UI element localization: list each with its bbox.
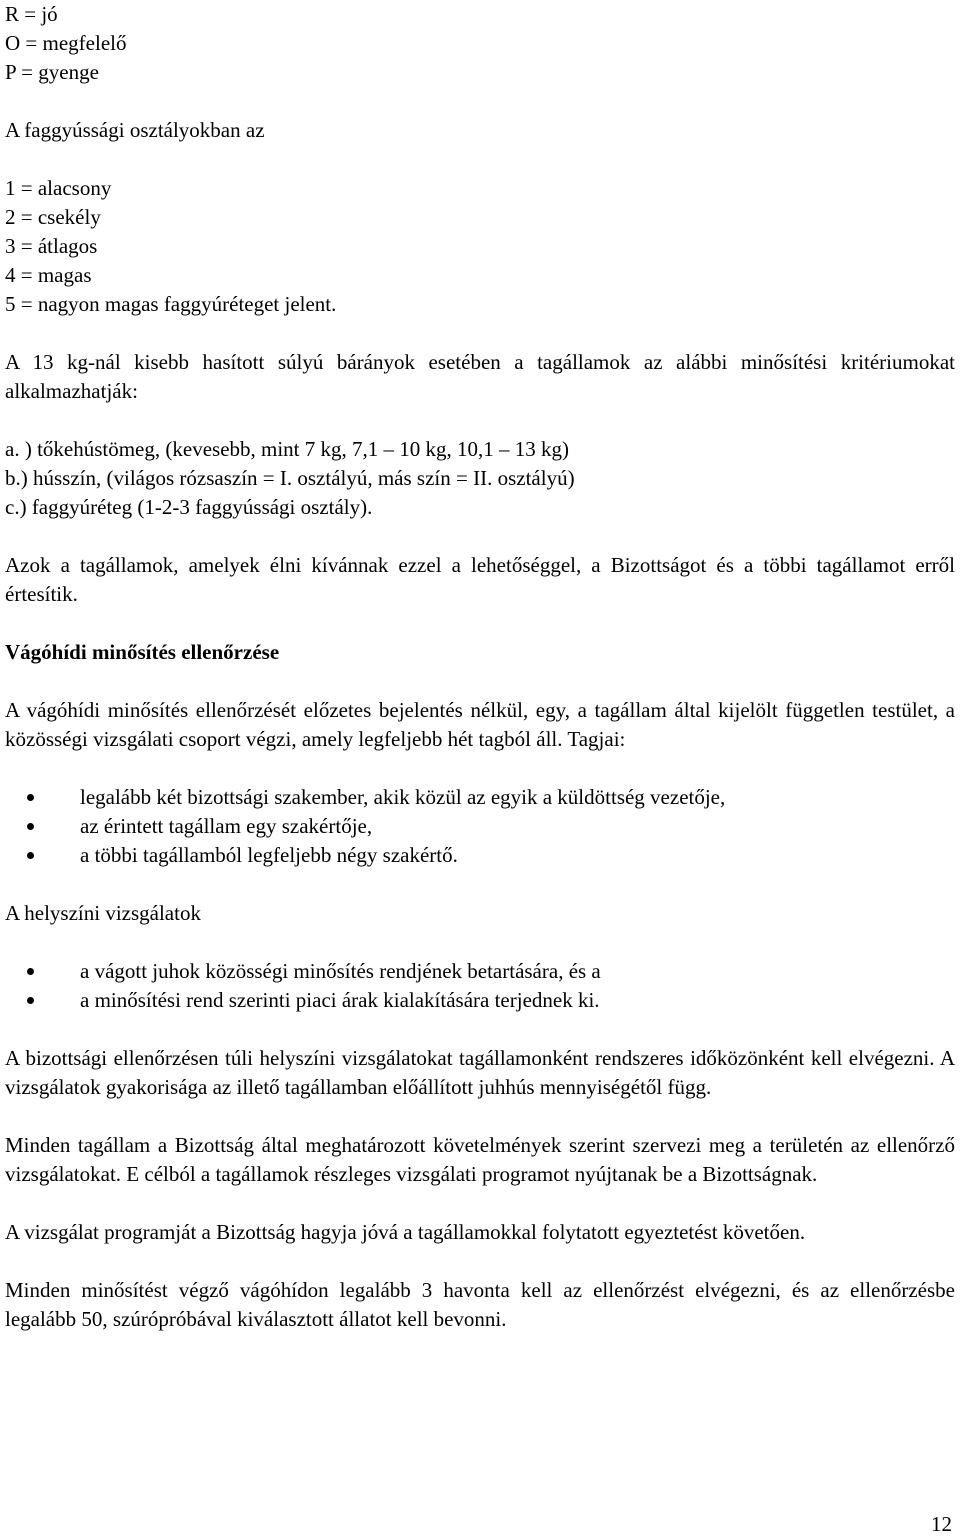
paragraph-approve: A vizsgálat programját a Bizottság hagyja jóvá a tagállamokkal folytatott egyeztetést követően.: [5, 1220, 806, 1244]
onsite-intro: A helyszíni vizsgálatok: [5, 901, 201, 925]
fat-class-line: 3 = átlagos: [5, 234, 98, 258]
fat-class-line: 4 = magas: [5, 263, 92, 287]
page-number: 12: [931, 1512, 952, 1536]
paragraph-notify: Azok a tagállamok, amelyek élni kívánnak ezzel a lehetőséggel, a Bizottságot és a többi tagállamot erről értesítik.: [5, 553, 955, 606]
onsite-list: [5, 957, 955, 1015]
paragraph-under-13kg: A 13 kg-nál kisebb hasított súlyú bárányok esetében a tagállamok az alábbi minősítési kritériumokat alkalmazhatják:: [5, 350, 955, 403]
list-item-text: legalább két bizottsági szakember, akik közül az egyik a küldöttség vezetője,: [80, 785, 726, 809]
legend-line-p: P = gyenge: [5, 60, 99, 84]
list-item: [5, 812, 955, 841]
paragraph-program: Minden tagállam a Bizottság által meghatározott követelmények szerint szervezi meg a területén az ellenőrző vizsgálatokat. E célból a tagállamok részleges vizsgálati programot nyújtanak be a Bizottságnak.: [5, 1133, 955, 1186]
criterion-item: a. ) tőkehústömeg, (kevesebb, mint 7 kg, 7,1 – 10 kg, 10,1 – 13 kg): [5, 437, 570, 461]
bullet-icon: [27, 968, 34, 975]
bullet-icon: [27, 852, 34, 859]
legend-line-r: R = jó: [5, 2, 58, 26]
criterion-item: b.) hússzín, (világos rózsaszín = I. osztályú, más szín = II. osztályú): [5, 466, 575, 490]
section-heading: Vágóhídi minősítés ellenőrzése: [5, 640, 280, 664]
fat-class-line: 5 = nagyon magas faggyúréteget jelent.: [5, 292, 337, 316]
paragraph-control: A vágóhídi minősítés ellenőrzését előzetes bejelentés nélkül, egy, a tagállam által kijelölt független testület, a közösségi vizsgálati csoport végzi, amely legfeljebb hét tagból áll. Tagjai:: [5, 698, 955, 751]
paragraph-frequency: Minden minősítést végző vágóhídon legalább 3 havonta kell az ellenőrzést elvégezni, és az ellenőrzésbe legalább 50, szúrópróbával kiválasztott állatot kell bevonni.: [5, 1278, 955, 1331]
list-item: [5, 783, 955, 812]
list-item: [5, 957, 955, 986]
criterion-item: c.) faggyúréteg (1-2-3 faggyússági osztály).: [5, 495, 373, 519]
legend-line-o: O = megfelelő: [5, 31, 127, 55]
fat-class-line: 1 = alacsony: [5, 176, 112, 200]
bullet-icon: [27, 997, 34, 1004]
list-item-text: az érintett tagállam egy szakértője,: [80, 814, 373, 838]
list-item-text: a minősítési rend szerinti piaci árak kialakítására terjednek ki.: [80, 988, 600, 1012]
fat-class-intro: A faggyússági osztályokban az: [5, 118, 265, 142]
paragraph-beyond: A bizottsági ellenőrzésen túli helyszíni vizsgálatokat tagállamonként rendszeres időközönként kell elvégezni. A vizsgálatok gyakorisága az illető tagállamban előállított juhhús mennyiségétől függ.: [5, 1046, 955, 1099]
document-page: [5, 0, 955, 1334]
bullet-icon: [27, 823, 34, 830]
list-item: [5, 986, 955, 1015]
fat-class-line: 2 = csekély: [5, 205, 101, 229]
list-item-text: a vágott juhok közösségi minősítés rendjének betartására, és a: [80, 959, 601, 983]
members-list: [5, 783, 955, 870]
list-item-text: a többi tagállamból legfeljebb négy szakértő.: [80, 843, 458, 867]
list-item: [5, 841, 955, 870]
bullet-icon: [27, 794, 34, 801]
